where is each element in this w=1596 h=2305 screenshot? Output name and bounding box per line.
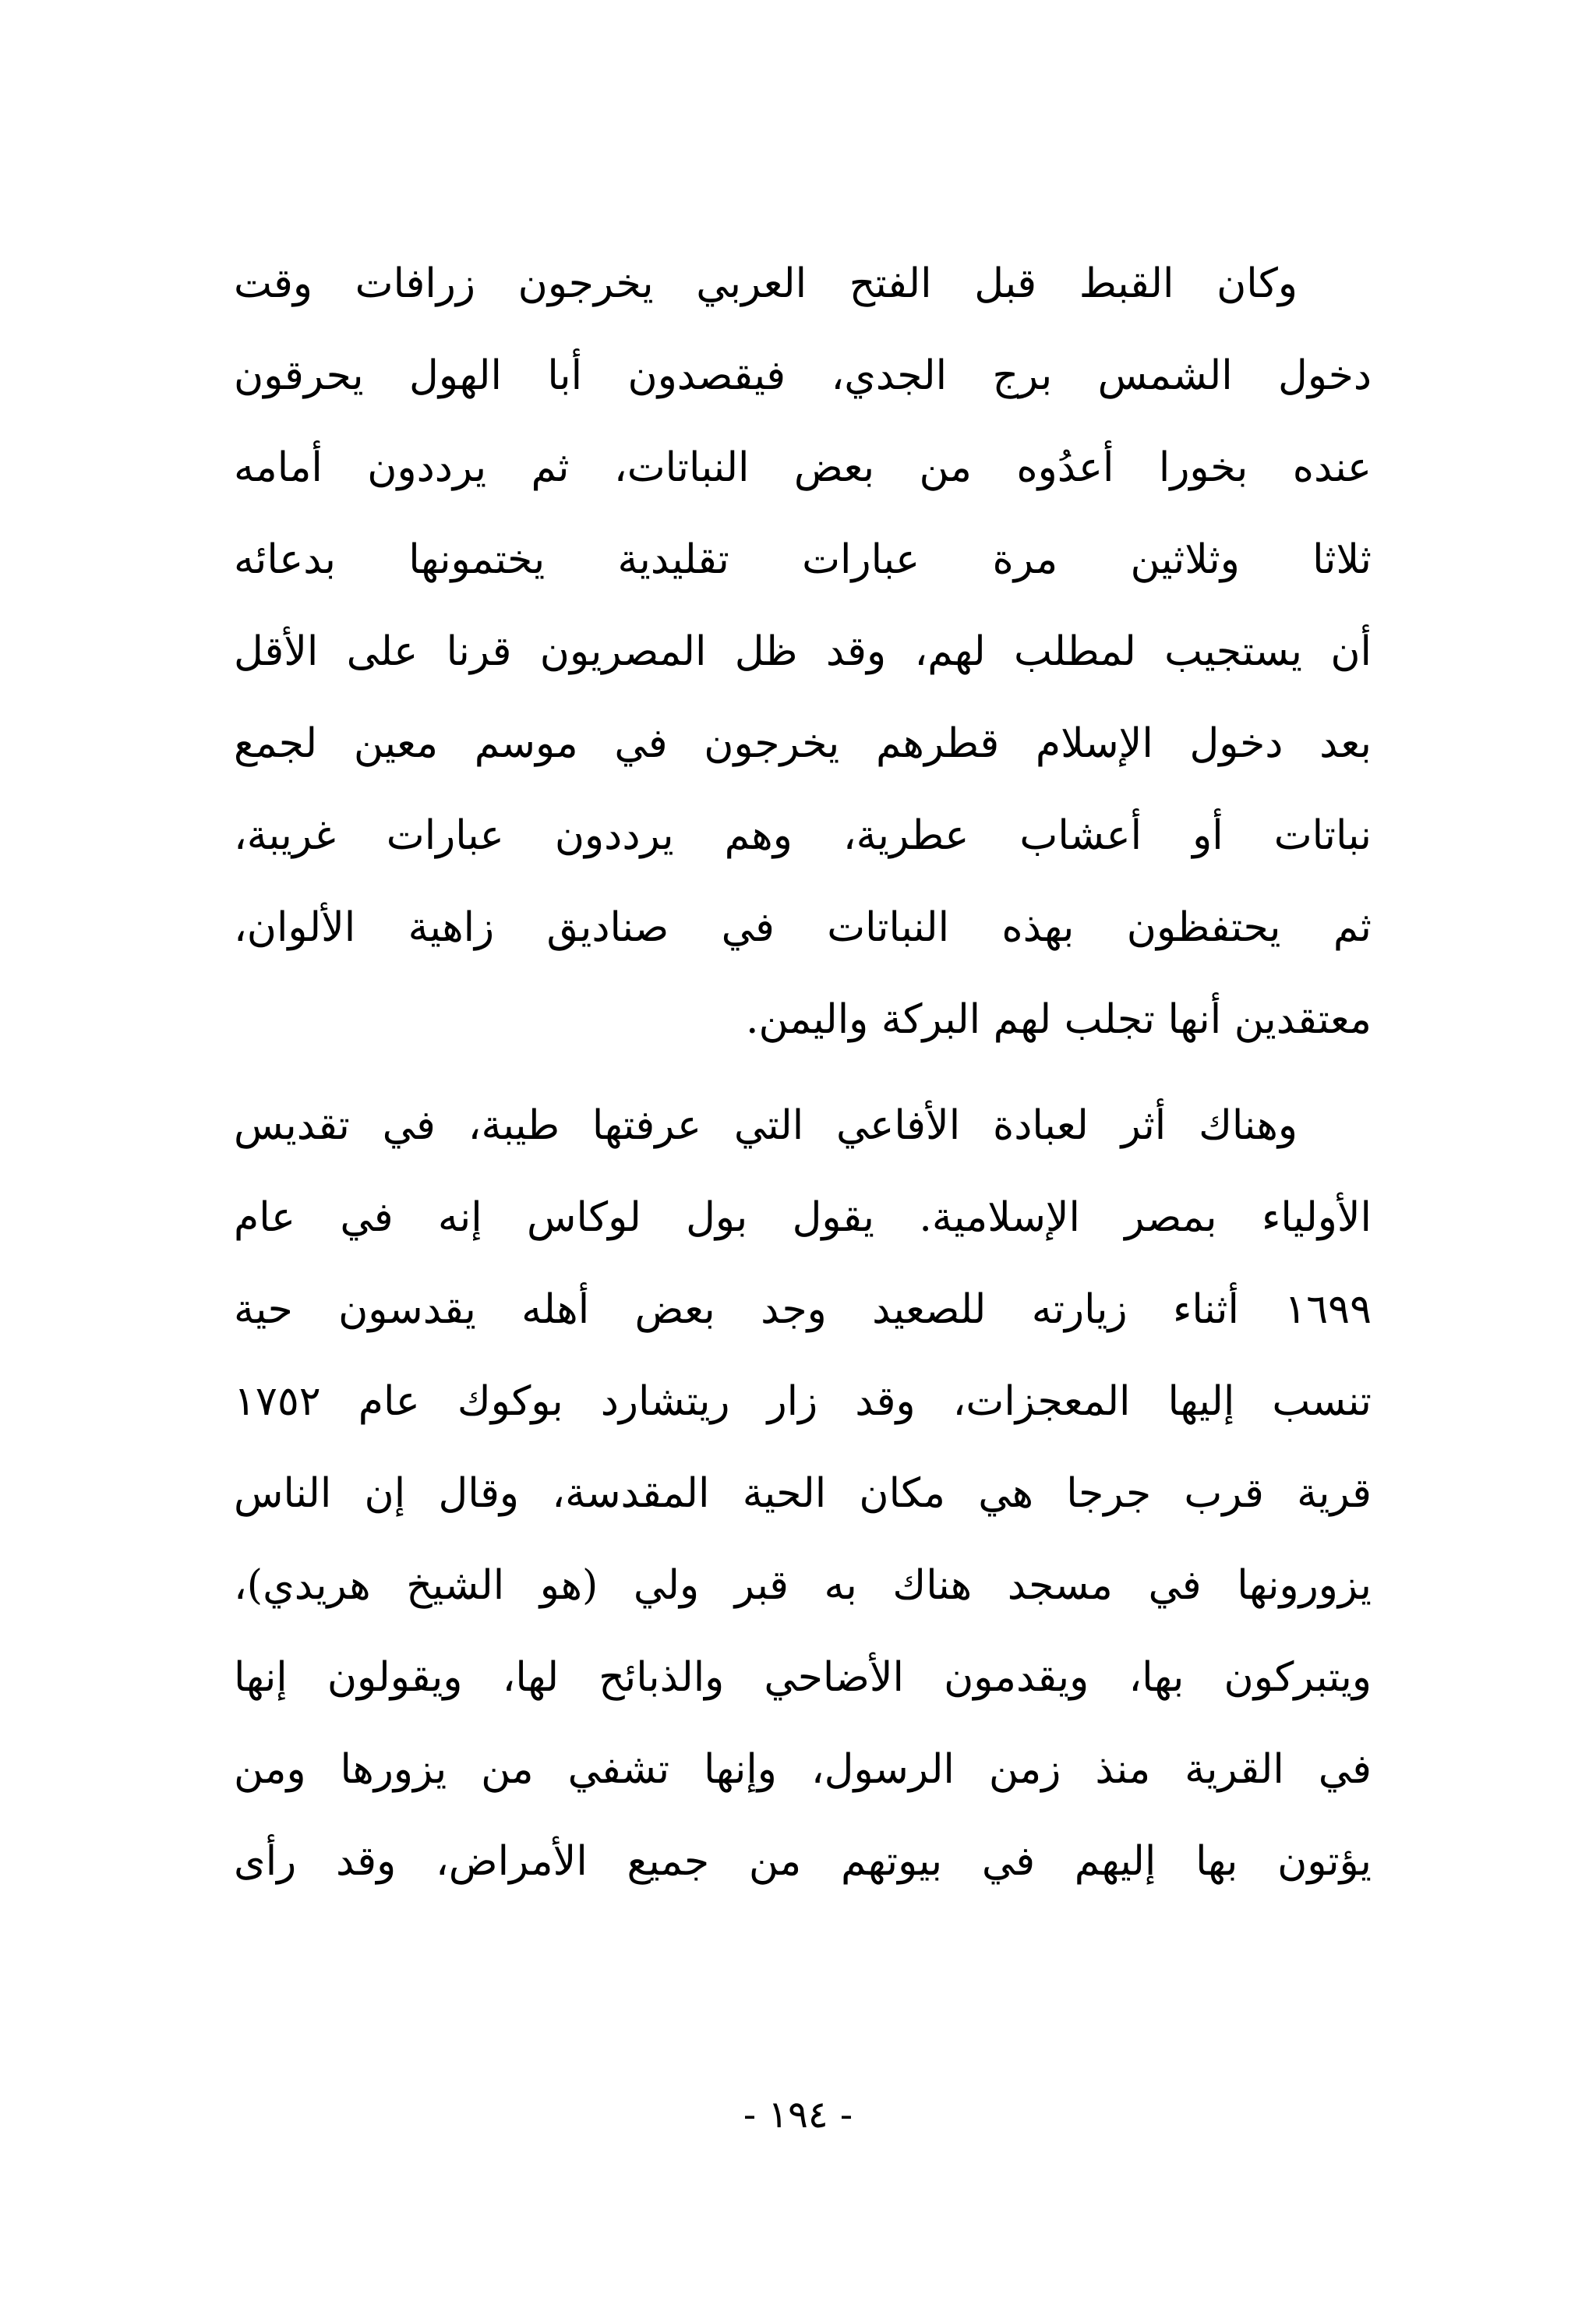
paragraph-line: وهناك أثر لعبادة الأفاعي التي عرفتها طيبة، في تقديس [234,1102,1298,1149]
paragraph-line: بعد دخول الإسلام قطرهم يخرجون في موسم معين لجمع [234,720,1372,767]
paragraph-line: ثلاثا وثلاثين مرة عبارات تقليدية يختمونها بدعائه [234,536,1372,583]
paragraph-line: ثم يحتفظون بهذه النباتات في صناديق زاهية الألوان، [234,904,1372,951]
paragraph-1 [234,238,1372,1066]
paragraph-line: ويتبركون بها، ويقدمون الأضاحي والذبائح لها، ويقولون إنها [234,1654,1372,1701]
paragraph-line: ١٦٩٩ أثناء زيارته للصعيد وجد بعض أهله يقدسون حية [234,1286,1372,1333]
paragraph-line: يؤتون بها إليهم في بيوتهم من جميع الأمراض، وقد رأى [234,1838,1372,1885]
paragraph-line: في القرية منذ زمن الرسول، وإنها تشفي من يزورها ومن [234,1746,1372,1793]
paragraph-line: يزورونها في مسجد هناك به قبر ولي (هو الشيخ هريدي)، [234,1562,1372,1609]
paragraph-line: وكان القبط قبل الفتح العربي يخرجون زرافات وقت [234,260,1298,307]
paragraph-2 [234,1080,1372,1907]
paragraph-line: تنسب إليها المعجزات، وقد زار ريتشارد بوكوك عام ١٧٥٢ [234,1378,1372,1425]
paragraph-line: نباتات أو أعشاب عطرية، وهم يرددون عبارات غريبة، [234,812,1372,859]
paragraph-line: معتقدين أنها تجلب لهم البركة واليمن. [746,996,1372,1043]
paragraph-line: الأولياء بمصر الإسلامية. يقول بول لوكاس إنه في عام [234,1194,1372,1241]
page-number: - ١٩٤ - [743,2093,853,2137]
paragraph-line: أن يستجيب لمطلب لهم، وقد ظل المصريون قرنا على الأقل [234,628,1372,675]
paragraph-line: قرية قرب جرجا هي مكان الحية المقدسة، وقال إن الناس [234,1470,1372,1517]
paragraph-line: دخول الشمس برج الجدي، فيقصدون أبا الهول يحرقون [234,352,1372,399]
paragraph-line: عنده بخورا أعدُوه من بعض النباتات، ثم يرددون أمامه [234,444,1372,491]
